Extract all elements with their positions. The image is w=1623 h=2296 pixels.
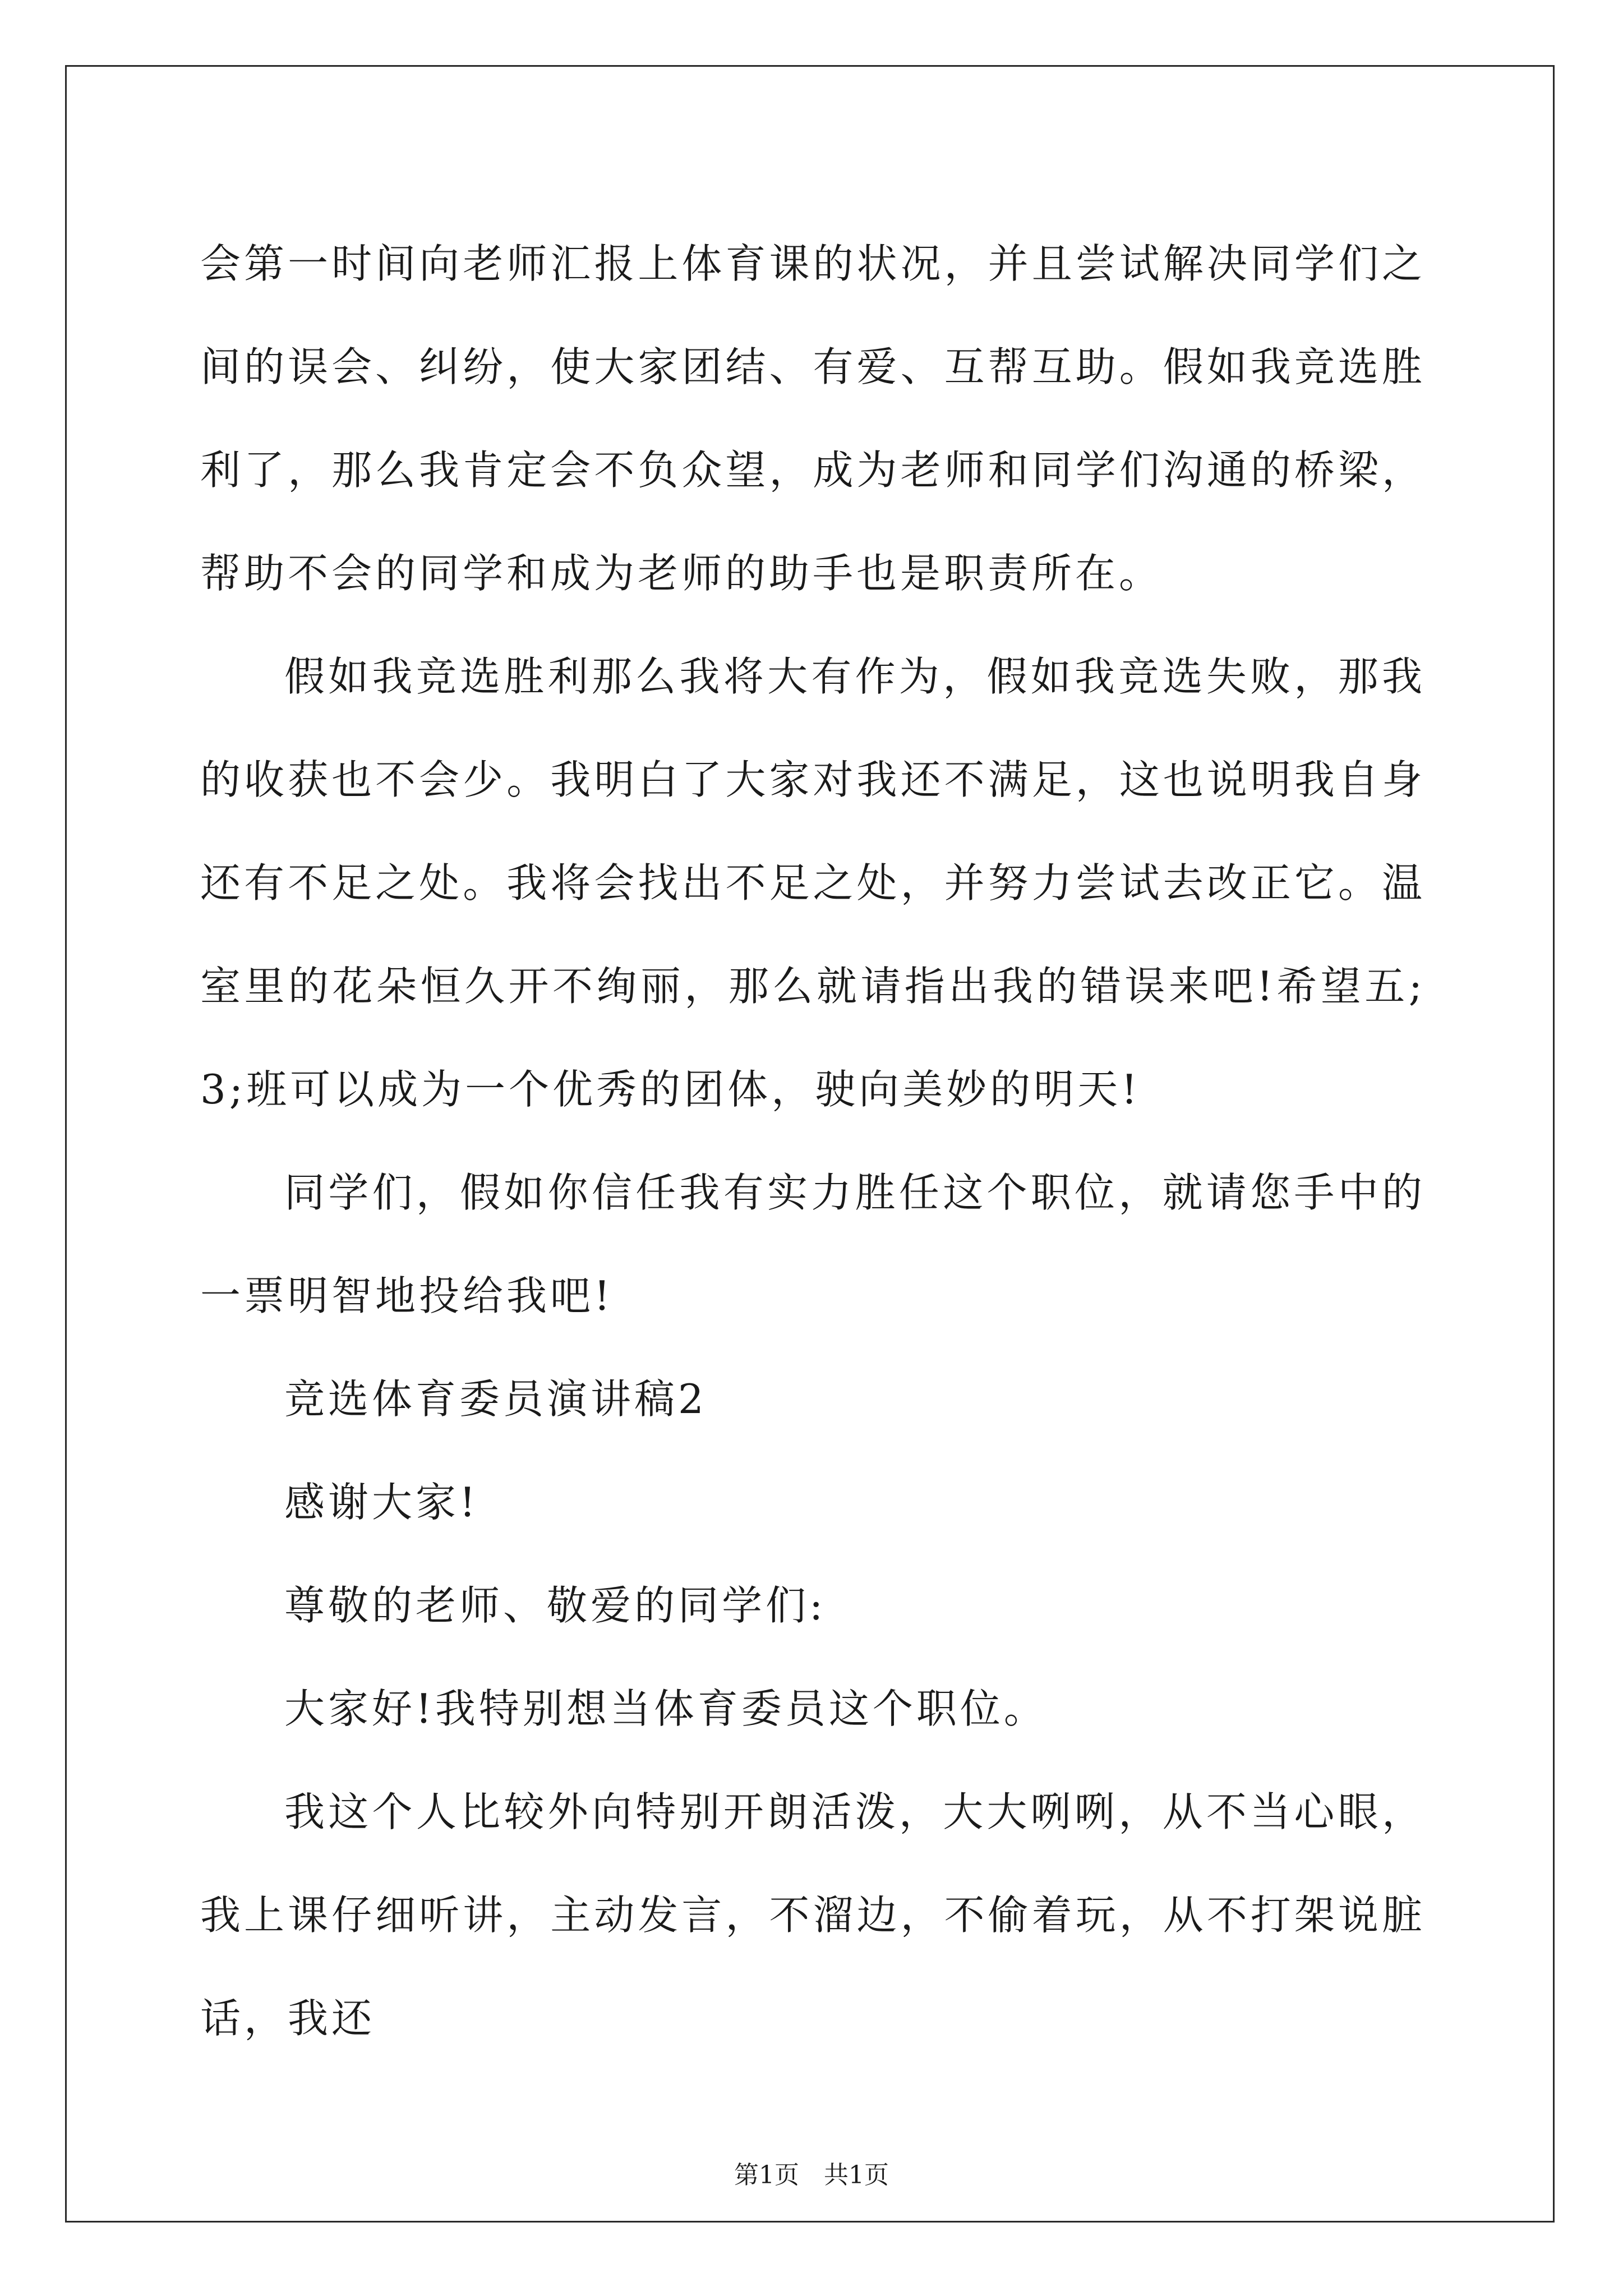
paragraph-2: 假如我竞选胜利那么我将大有作为，假如我竞选失败，那我的收获也不会少。我明白了大家对我还不满足，这也说明我自身还有不足之处。我将会找出不足之处，并努力尝试去改正它。温室里的花朵恒久开不绚丽，那么就请指出我的错误来吧!希望五;3;班可以成为一个优秀的团体，驶向美妙的明天! xyxy=(200,653,1426,1113)
page-number-current: 第1页 xyxy=(734,2161,799,2189)
document-body xyxy=(200,212,1426,2070)
paragraph-8: 我这个人比较外向特别开朗活泼，大大咧咧，从不当心眼，我上课仔细听讲，主动发言，不溜边，不偷着玩，从不打架说脏话，我还 xyxy=(200,1788,1426,2042)
paragraph-1: 会第一时间向老师汇报上体育课的状况，并且尝试解决同学们之间的误会、纠纷，使大家团结、有爱、互帮互助。假如我竞选胜利了，那么我肯定会不负众望，成为老师和同学们沟通的桥梁，帮助不会的同学和成为老师的助手也是职责所在。 xyxy=(200,240,1426,597)
page-number-total: 共1页 xyxy=(824,2161,889,2189)
salutation: 尊敬的老师、敬爱的同学们: xyxy=(284,1582,827,1629)
paragraph-5: 感谢大家! xyxy=(284,1479,479,1526)
section-heading: 竞选体育委员演讲稿2 xyxy=(284,1375,707,1423)
greeting: 大家好!我特别想当体育委员这个职位。 xyxy=(284,1685,1048,1732)
paragraph-3: 同学们，假如你信任我有实力胜任这个职位，就请您手中的一票明智地投给我吧! xyxy=(200,1169,1426,1319)
page-footer xyxy=(0,2159,1623,2192)
